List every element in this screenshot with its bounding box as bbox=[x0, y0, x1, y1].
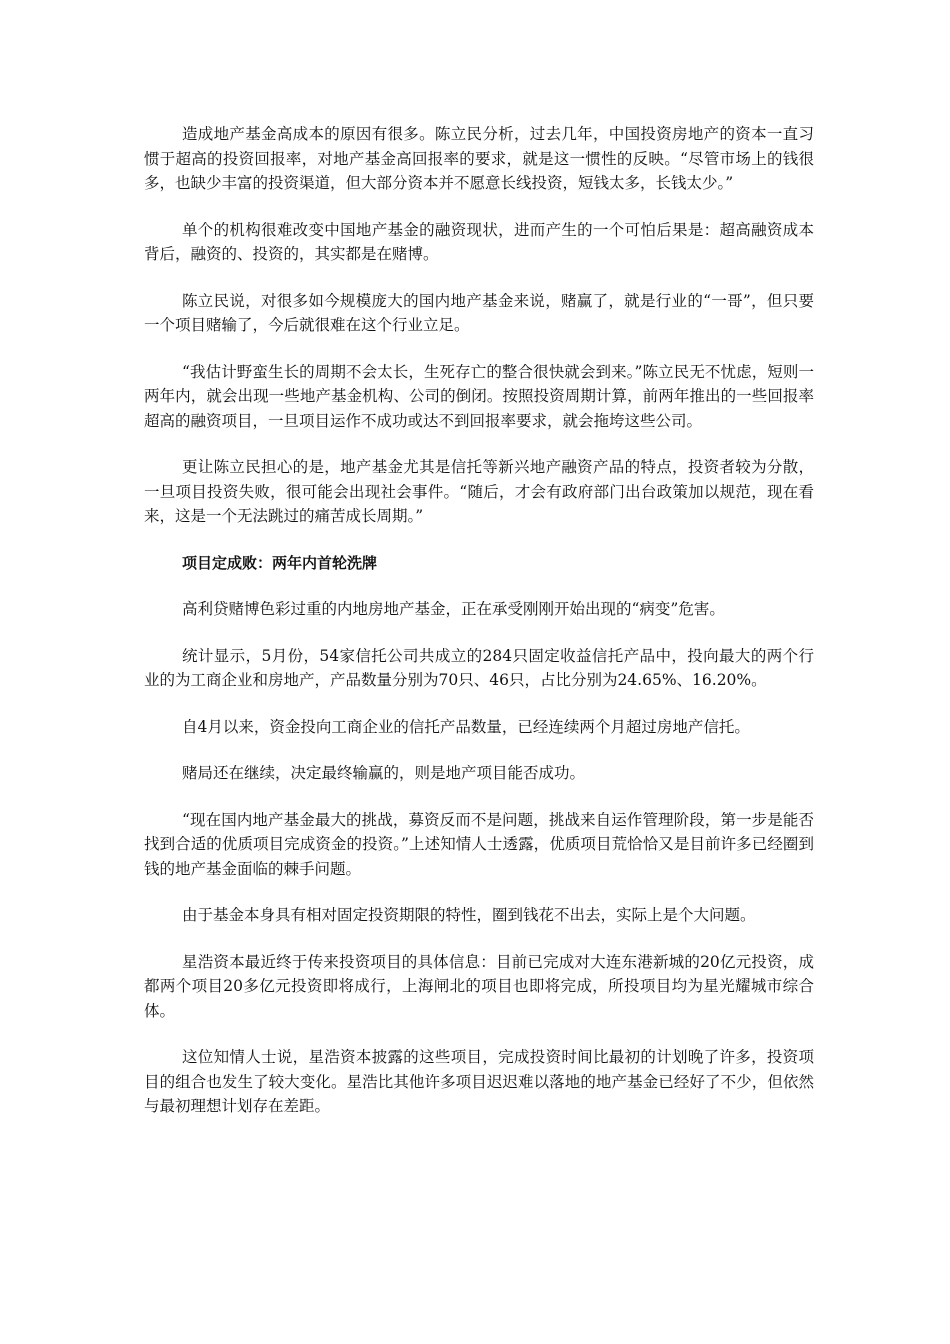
paragraph: 统计显示，5月份，54家信托公司共成立的284只固定收益信托产品中，投向最大的两个行业的为工商企业和房地产，产品数量分别为70只、46只，占比分别为24.65%、16.20%。 bbox=[144, 646, 814, 689]
paragraph: 更让陈立民担心的是，地产基金尤其是信托等新兴地产融资产品的特点，投资者较为分散，一旦项目投资失败，很可能会出现社会事件。“随后，才会有政府部门出台政策加以规范，现在看来，这是一个无法跳过的痛苦成长周期。” bbox=[144, 458, 814, 525]
paragraph: 造成地产基金高成本的原因有很多。陈立民分析，过去几年，中国投资房地产的资本一直习惯于超高的投资回报率，对地产基金高回报率的要求，就是这一惯性的反映。“尽管市场上的钱很多，也缺少丰富的投资渠道，但大部分资本并不愿意长线投资，短钱太多，长钱太少。” bbox=[144, 125, 814, 192]
paragraph: 自4月以来，资金投向工商企业的信托产品数量，已经连续两个月超过房地产信托。 bbox=[182, 717, 750, 736]
paragraph: 星浩资本最近终于传来投资项目的具体信息：目前已完成对大连东港新城的20亿元投资，成都两个项目20多亿元投资即将成行，上海闸北的项目也即将完成，所投项目均为星光耀城市综合体。 bbox=[144, 952, 814, 1020]
paragraph: 单个的机构很难改变中国地产基金的融资现状，进而产生的一个可怕后果是：超高融资成本背后，融资的、投资的，其实都是在赌博。 bbox=[144, 220, 814, 263]
section-heading: 项目定成败：两年内首轮洗牌 bbox=[182, 553, 378, 572]
paragraph: 高利贷赌博色彩过重的内地房地产基金，正在承受刚刚开始出现的“病变”危害。 bbox=[182, 600, 725, 618]
paragraph: 赌局还在继续，决定最终输赢的，则是地产项目能否成功。 bbox=[182, 764, 586, 782]
paragraph: “现在国内地产基金最大的挑战，募资反而不是问题，挑战来自运作管理阶段，第一步是能否找到合适的优质项目完成资金的投资。”上述知情人士透露，优质项目荒恰恰又是目前许多已经圈到钱的地产基金面临的棘手问题。 bbox=[144, 810, 814, 878]
paragraph: 陈立民说，对很多如今规模庞大的国内地产基金来说，赌赢了，就是行业的“一哥”，但只要一个项目赌输了，今后就很难在这个行业立足。 bbox=[144, 291, 814, 334]
paragraph: 这位知情人士说，星浩资本披露的这些项目，完成投资时间比最初的计划晚了许多，投资项目的组合也发生了较大变化。星浩比其他许多项目迟迟难以落地的地产基金已经好了不少，但依然与最初理想计划存在差距。 bbox=[144, 1048, 814, 1115]
paragraph: “我估计野蛮生长的周期不会太长，生死存亡的整合很快就会到来。”陈立民无不忧虑，短则一两年内，就会出现一些地产基金机构、公司的倒闭。按照投资周期计算，前两年推出的一些回报率超高的融资项目，一旦项目运作不成功或达不到回报率要求，就会拖垮这些公司。 bbox=[144, 362, 814, 430]
article-body bbox=[144, 122, 814, 1141]
paragraph: 由于基金本身具有相对固定投资期限的特性，圈到钱花不出去，实际上是个大问题。 bbox=[182, 906, 756, 924]
